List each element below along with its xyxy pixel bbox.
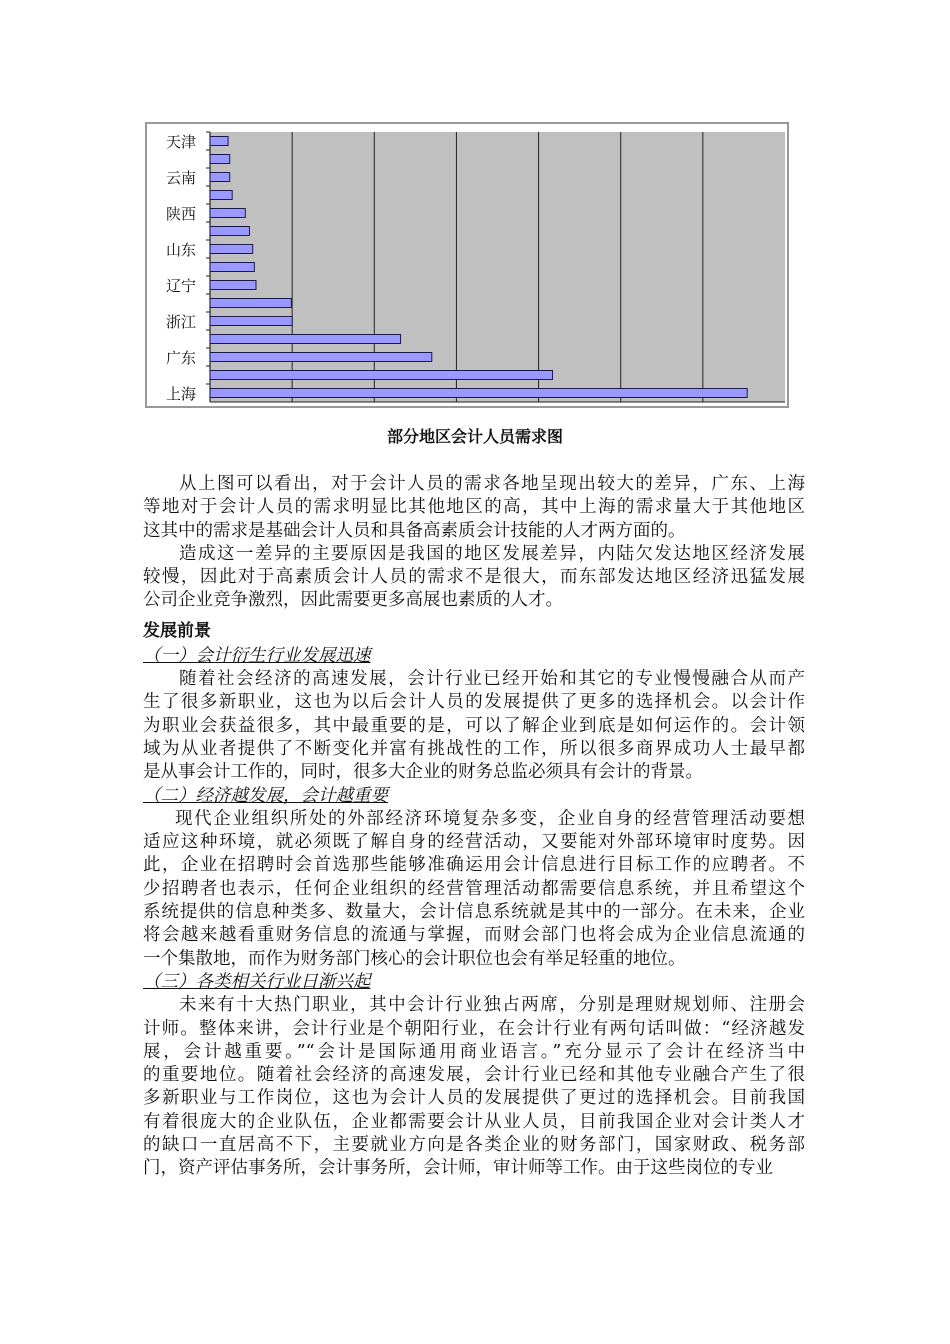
paragraph-intro-2 [143,543,805,613]
bar [210,155,230,164]
category-label: 上海 [165,385,196,403]
subsection-paragraph [143,808,805,971]
bar [210,353,432,362]
text-line: 的缺口一直居高不下，主要就业方向是各类企业的财务部门，国家财政、税务部 [143,1135,805,1156]
bar [210,209,245,218]
category-label: 陕西 [165,205,196,223]
category-label: 云南 [165,169,196,187]
subsection-title: （二）经济越发展，会计越重要 [143,785,388,806]
text-line: 此，企业在招聘时会首选那些能够准确运用会计信息进行目标工作的应聘者。不 [143,855,805,876]
bar [210,227,249,236]
text-line: 域为从业者提供了不断变化并富有挑战性的工作，所以很多商界成功人士最早都 [143,738,805,759]
document-body [143,473,805,1181]
subsection-title: （一）会计衍生行业发展迅速 [143,645,371,666]
bar [210,173,230,182]
bar [210,335,401,344]
category-label: 广东 [165,349,196,367]
text-line: 适应这种环境，就必须既了解自身的经营活动，又要能对外部环境审时度势。因 [143,832,805,853]
text-line: 为职业会获益很多，其中最重要的是，可以了解企业到底是如何运作的。会计领 [143,715,805,736]
text-line: 公司企业竞争激烈，因此需要更多高展也素质的人才。 [143,590,563,611]
subsection-1 [143,645,805,785]
text-line: 是从事会计工作的，同时，很多大企业的财务总监必须具有会计的背景。 [143,762,703,783]
text-line: 少招聘者也表示，任何企业组织的经营管理活动都需要信息系统，并且希望这个 [143,878,805,899]
text-line: 现代企业组织所处的外部经济环境复杂多变，企业自身的经营管理活动要想 [175,808,805,829]
text-line: 计师。整体来讲，会计行业是个朝阳行业，在会计行业有两句话叫做：“经济越发 [143,1018,805,1039]
text-line: 将会越来越看重财务信息的流通与掌握，而财会部门也将会成为企业信息流通的 [143,925,805,946]
regional-demand-bar-chart [145,122,789,408]
bar [210,389,747,398]
text-line: 门，资产评估事务所，会计事务所，会计师，审计师等工作。由于这些岗位的专业 [143,1158,773,1179]
text-line: 一个集散地，而作为财务部门核心的会计职位也会有举足轻重的地位。 [143,948,686,969]
chart-caption: 部分地区会计人员需求图 [386,427,563,446]
text-line: 较慢，因此对于高素质会计人员的需求不是很大，而东部发达地区经济迅猛发展 [143,567,805,588]
text-line: 从上图可以看出，对于会计人员的需求各地呈现出较大的差异，广东、上海 [179,474,805,494]
bar [210,137,228,146]
bar [210,317,292,326]
subsection-title: （三）各类相关行业日渐兴起 [143,971,371,992]
category-label: 浙江 [165,313,196,331]
bar [210,371,553,380]
bar [210,191,232,200]
subsection-paragraph [143,668,805,784]
text-line: 随着社会经济的高速发展，会计行业已经开始和其它的专业慢慢融合从而产 [179,669,805,690]
text-line: 这其中的需求是基础会计人员和具备高素质会计技能的人才两方面的。 [143,520,686,541]
text-line: 等地对于会计人员的需求明显比其他地区的高，其中上海的需求量大于其他地区 [143,497,805,518]
text-line: 有着很庞大的企业队伍，企业都需要会计从业人员，目前我国企业对会计类人才 [143,1111,805,1132]
category-label: 山东 [165,241,196,259]
subsection-3 [143,971,805,1181]
section-heading: 发展前景 [143,620,211,641]
text-line: 的重要地位。随着社会经济的高速发展，会计行业已经和其他专业融合产生了很 [143,1065,805,1086]
text-line: 未来有十大热门职业，其中会计行业独占两席，分别是理财规划师、注册会 [179,995,805,1016]
text-line: 系统提供的信息种类多、数量大，会计信息系统就是其中的一部分。在未来，企业 [143,902,805,923]
bar [210,245,253,254]
text-line: 造成这一差异的主要原因是我国的地区发展差异，内陆欠发达地区经济发展 [179,543,805,564]
text-line: 生了很多新职业，这也为以后会计人员的发展提供了更多的选择机会。以会计作 [143,692,805,713]
paragraph-intro-1 [143,473,805,543]
category-label: 天津 [165,133,196,151]
subsection-paragraph [143,994,805,1180]
bar [210,263,254,272]
text-line: 多新职业与工作岗位，这也为会计人员的发展提供了更过的选择机会。目前我国 [143,1088,805,1109]
subsection-2 [143,785,805,971]
bar [210,281,256,290]
text-line: 展，会计越重要。”“会计是国际通用商业语言。”充分显示了会计在经济当中 [143,1041,805,1062]
category-label: 辽宁 [165,277,196,295]
bar [210,299,291,308]
